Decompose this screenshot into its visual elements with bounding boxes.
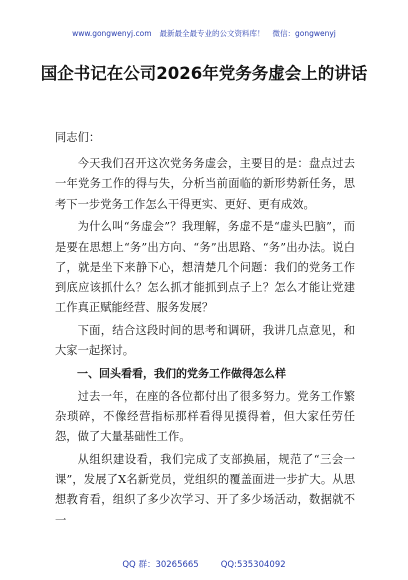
paragraph: 为什么叫“务虚会”？我理解，务虚不是“虚头巴脑”，而是要在思想上“务”出方向、“务”出思路、“务”出办法。说白了，就是坐下来静下心，想清楚几个问题：我们的党务工作到底应该抓什么？怎么抓才能抓到点子上？怎么才能让党建工作真正赋能经营、服务发展？ (55, 220, 355, 315)
header-site: www.gongwenyj.com (72, 29, 152, 38)
footer-qq-group: QQ 群：30265665 (122, 560, 199, 570)
document-title: 国企书记在公司2026年党务务虚会上的讲话 (40, 64, 368, 83)
footer-qq: QQ:535304092 (220, 560, 286, 570)
site-header (0, 28, 408, 39)
header-wechat: 微信：gongwenyj (272, 29, 336, 38)
greeting: 同志们： (55, 131, 101, 144)
paragraph: 过去一年，在座的各位都付出了很多努力。党务工作繁杂琐碎，不像经营指标那样看得见摸得着，但大家任劳任怨，做了大量基础性工作。 (55, 389, 355, 444)
document-body (55, 128, 355, 533)
section-heading: 一、回头看看，我们的党务工作做得怎么样 (77, 367, 286, 381)
paragraph: 从组织建设看，我们完成了支部换届，规范了“三会一课”，发展了X名新党员，党组织的覆盖面进一步扩大。从思想教育看，组织了多少次学习、开了多少场活动，数据就不一 (55, 453, 355, 527)
paragraph: 下面，结合这段时间的思考和调研，我讲几点意见，和大家一起探讨。 (55, 324, 355, 358)
paragraph: 今天我们召开这次党务务虚会，主要目的是：盘点过去一年党务工作的得与失，分析当前面临的新形势新任务，思考下一步党务工作怎么干得更实、更好、更有成效。 (55, 157, 355, 211)
header-slogan: 最新最全最专业的公文资料库！ (159, 29, 265, 38)
site-footer (0, 558, 408, 570)
